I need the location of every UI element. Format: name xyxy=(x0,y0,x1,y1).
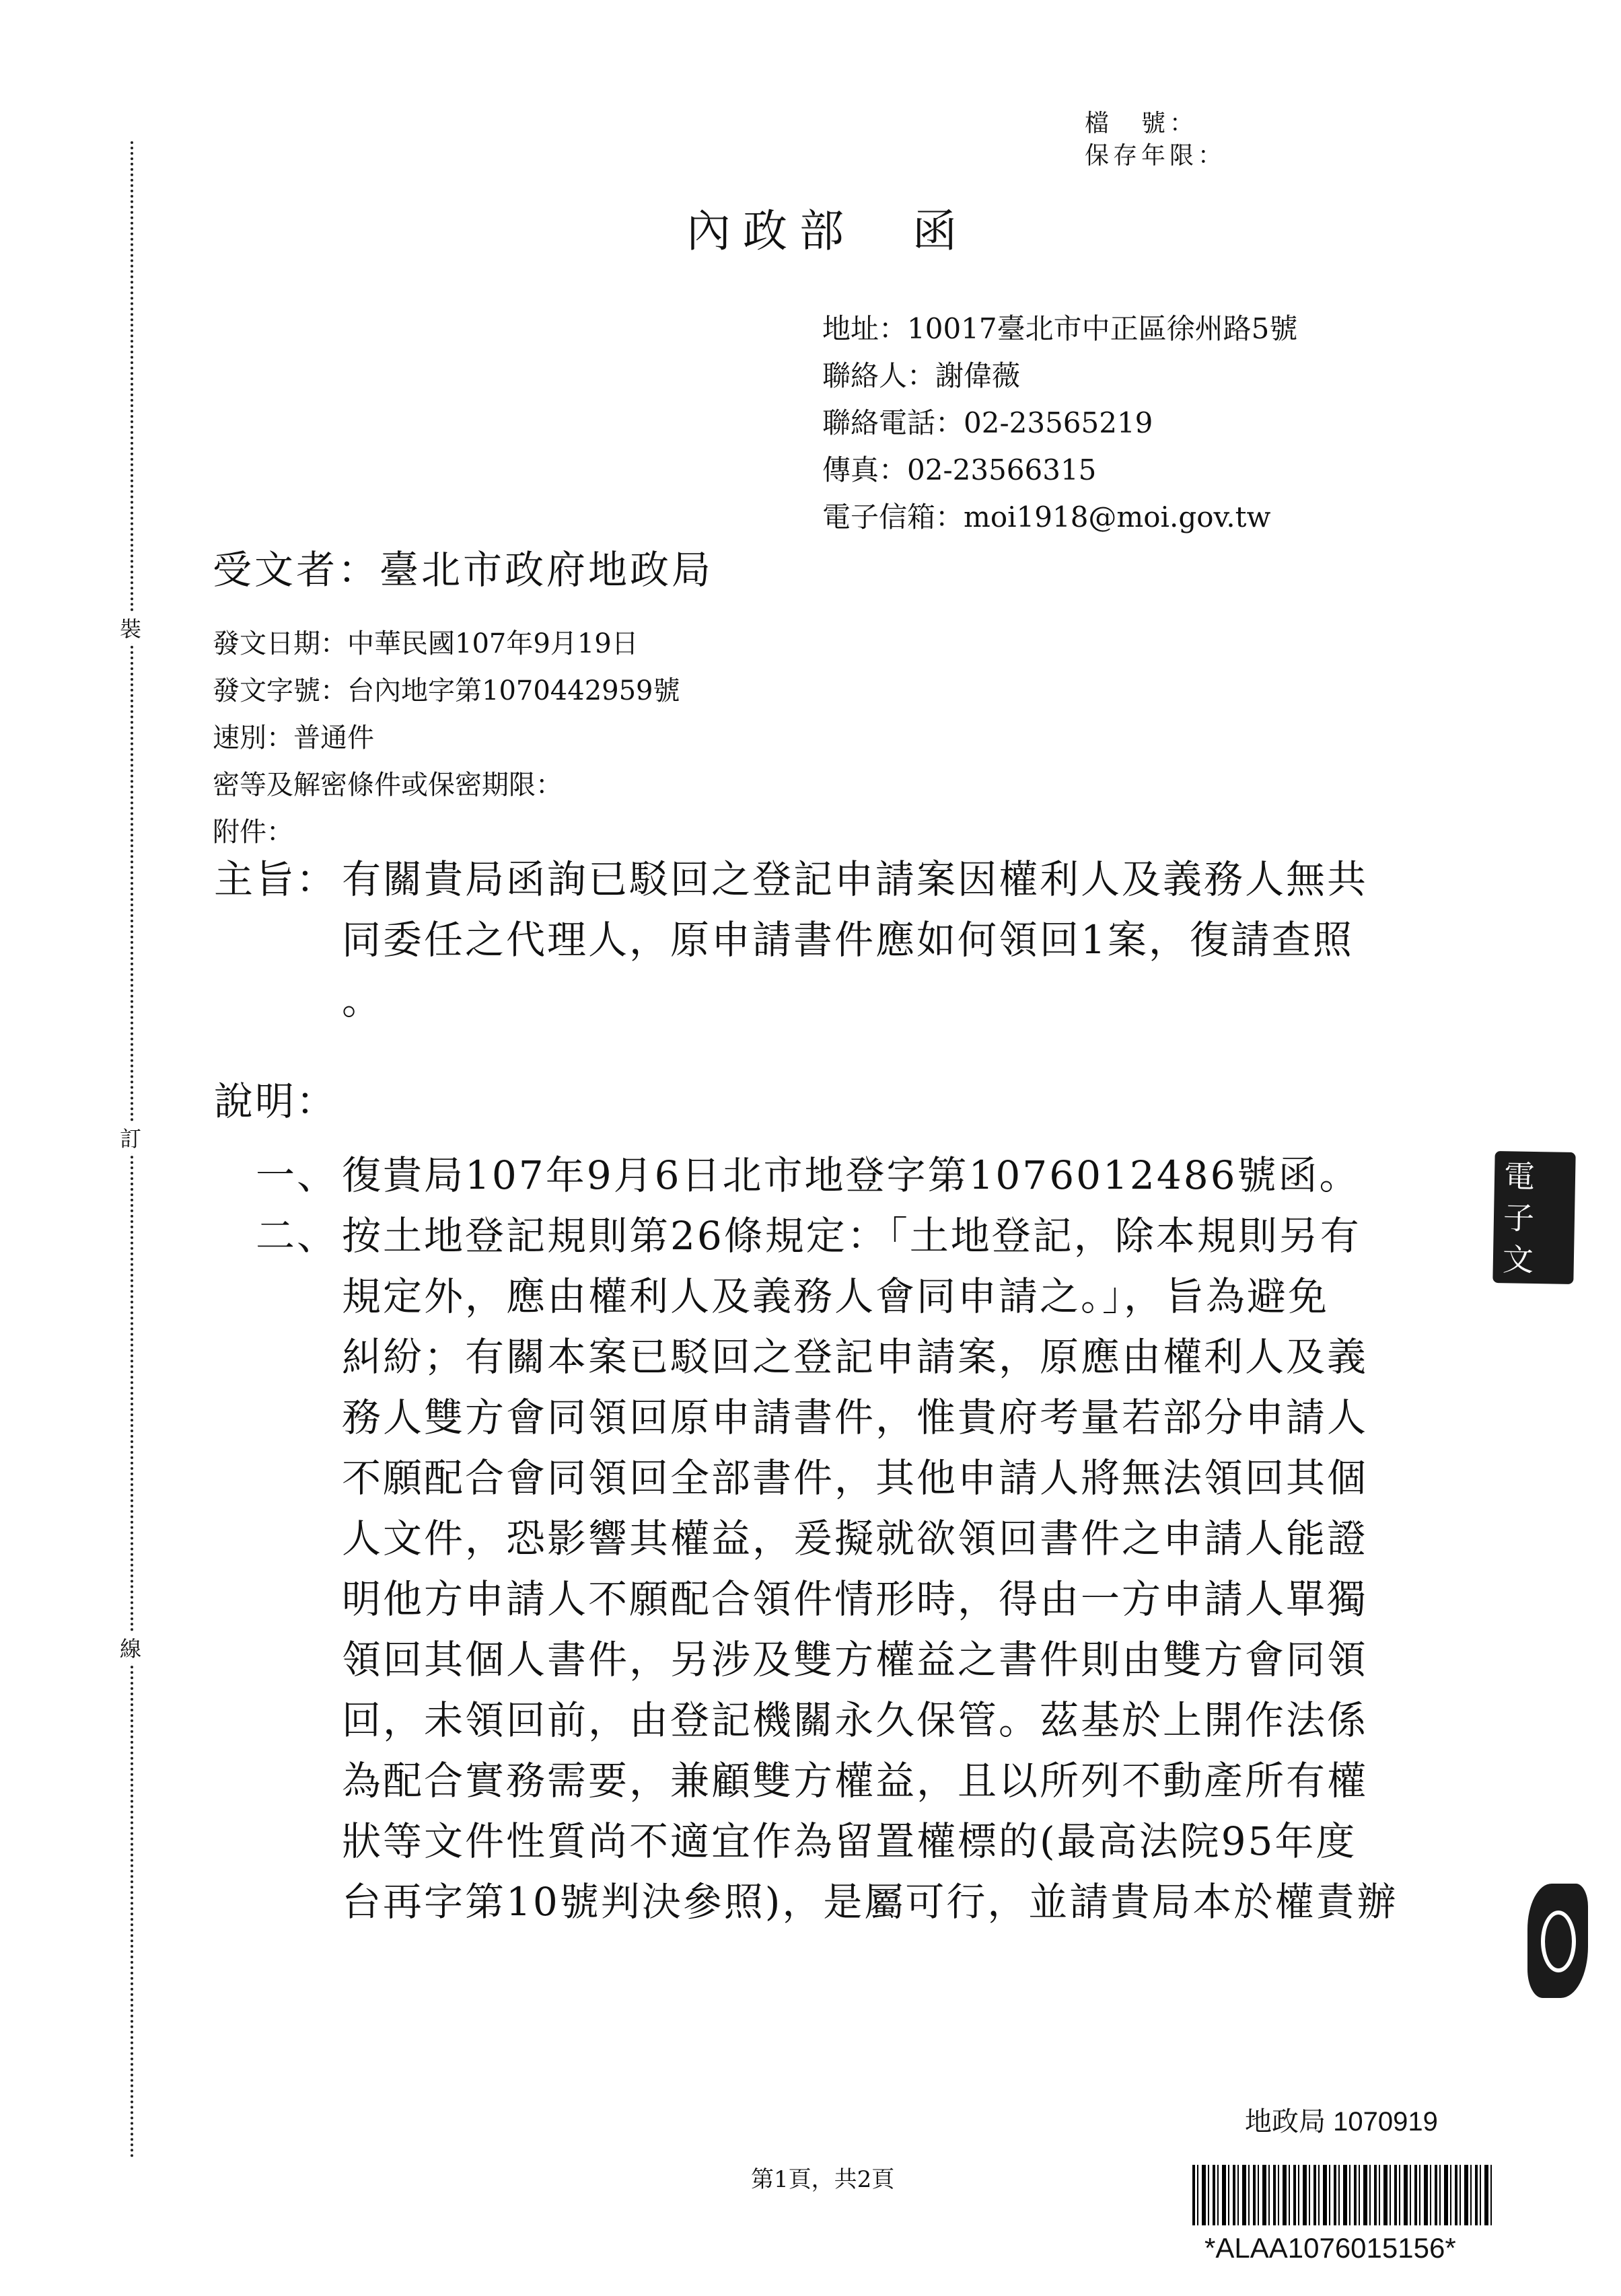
contact-person: 聯絡人：謝偉薇 xyxy=(822,359,1021,392)
item-2-line: 明他方申請人不願配合領件情形時，得由一方申請人單獨 xyxy=(342,1576,1369,1622)
item-1-text: 復貴局107年9月6日北市地登字第1076012486號函。 xyxy=(342,1152,1361,1198)
item-2-line: 狀等文件性質尚不適宜作為留置權標的(最高法院95年度 xyxy=(342,1818,1357,1864)
seam-stamp-icon: 電 子 文 xyxy=(1492,1151,1575,1284)
file-number-label: 檔 號： xyxy=(1085,110,1198,137)
binding-mark-xian: 線 xyxy=(116,1632,145,1663)
barcode-icon xyxy=(1192,2165,1494,2225)
seal-fragment-icon xyxy=(1527,1884,1588,1998)
explanation-label: 說明： xyxy=(214,1078,338,1124)
secrecy-level: 密等及解密條件或保密期限： xyxy=(213,770,563,801)
item-2-line: 不願配合會同領回全部書件，其他申請人將無法領回其個 xyxy=(342,1455,1369,1501)
subject-label: 主旨： xyxy=(214,856,338,902)
recipient-line: 受文者：臺北市政府地政局 xyxy=(213,547,714,593)
subject-line-3: 。 xyxy=(342,977,384,1023)
binding-mark-zhuang: 裝 xyxy=(116,612,145,643)
document-title: 內政部 函 xyxy=(686,205,969,257)
subject-line-2: 同委任之代理人，原申請書件應如何領回1案，復請查照 xyxy=(342,917,1354,963)
barcode-label: 地政局 1070919 xyxy=(1245,2107,1438,2137)
item-2-line: 糾紛；有關本案已駁回之登記申請案，原應由權利人及義 xyxy=(342,1334,1369,1380)
retention-period-label: 保存年限： xyxy=(1085,142,1227,170)
item-2-line: 務人雙方會同領回原申請書件，惟貴府考量若部分申請人 xyxy=(342,1395,1369,1440)
barcode-number: *ALAA1076015156* xyxy=(1204,2232,1456,2264)
item-1-number: 一、 xyxy=(256,1152,338,1198)
contact-phone: 聯絡電話：02-23565219 xyxy=(822,406,1153,439)
item-2-line: 回，未領回前，由登記機關永久保管。茲基於上開作法係 xyxy=(342,1697,1369,1743)
meta-block xyxy=(213,620,680,856)
item-2-line: 台再字第10號判決參照)，是屬可行，並請貴局本於權責辦 xyxy=(342,1879,1398,1925)
item-2-line: 為配合實務需要，兼顧雙方權益，且以所列不動產所有權 xyxy=(342,1758,1369,1804)
contact-address: 地址：10017臺北市中正區徐州路5號 xyxy=(822,312,1298,345)
contact-fax: 傳真：02-23566315 xyxy=(822,453,1097,486)
item-2-line: 人文件，恐影響其權益，爰擬就欲領回書件之申請人能證 xyxy=(342,1516,1369,1561)
contact-email: 電子信箱：moi1918@moi.gov.tw xyxy=(822,501,1271,533)
page-number: 第1頁，共2頁 xyxy=(751,2166,895,2193)
contact-block xyxy=(822,305,1297,541)
item-2-text xyxy=(342,1206,1398,1932)
item-2-line: 領回其個人書件，另涉及雙方權益之書件則由雙方會同領 xyxy=(342,1637,1369,1682)
subject-text xyxy=(342,849,1368,1031)
item-2-number: 二、 xyxy=(256,1213,338,1259)
item-2-line: 規定外，應由權利人及義務人會同申請之。」，旨為避免 xyxy=(342,1273,1330,1319)
document-number: 發文字號：台內地字第1070442959號 xyxy=(213,675,680,706)
issue-date: 發文日期：中華民國107年9月19日 xyxy=(213,628,639,659)
binding-mark-ding: 訂 xyxy=(116,1122,145,1153)
attachment: 附件： xyxy=(213,817,293,848)
subject-line-1: 有關貴局函詢已駁回之登記申請案因權利人及義務人無共 xyxy=(342,856,1369,902)
item-2-line: 按土地登記規則第26條規定：「土地登記，除本規則另有 xyxy=(342,1213,1361,1259)
speed-class: 速別：普通件 xyxy=(213,723,374,753)
